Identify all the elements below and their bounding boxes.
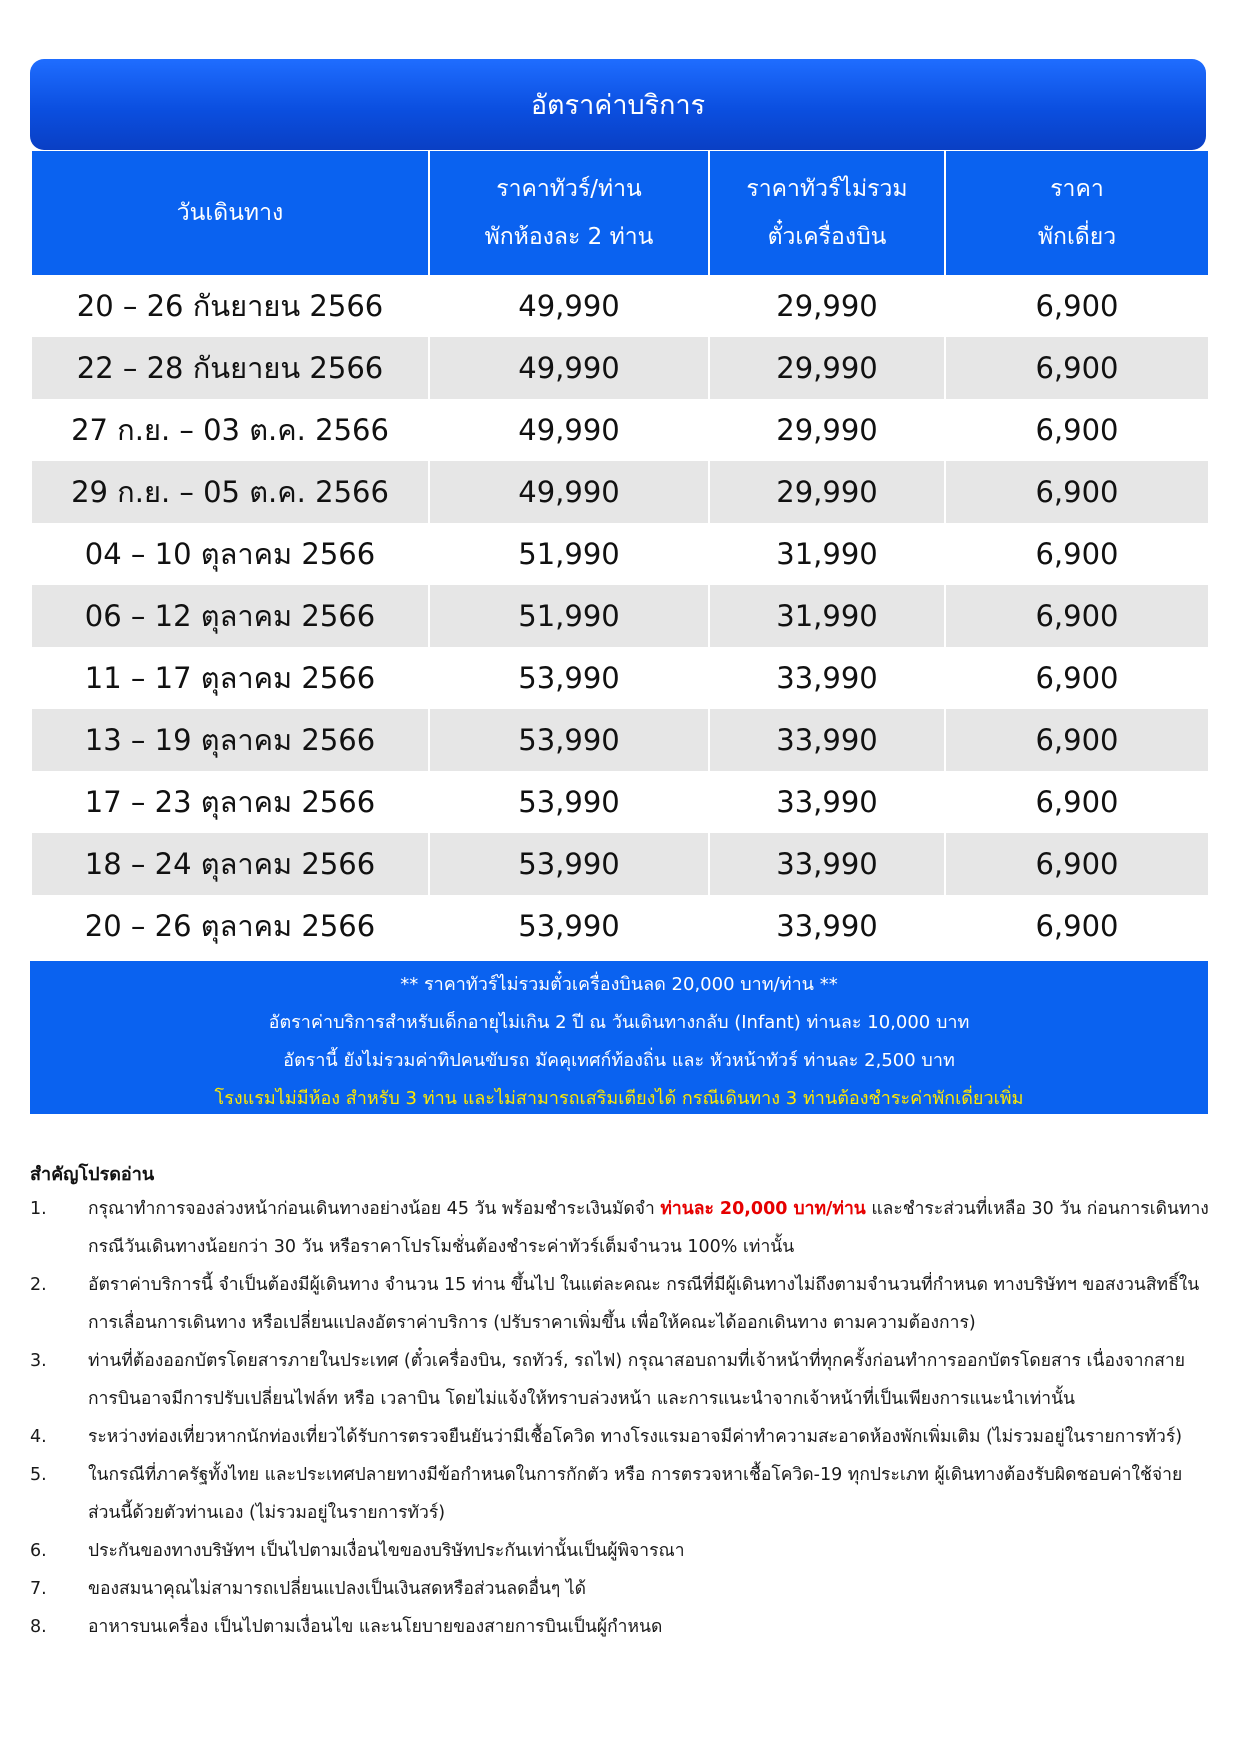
header-travel-date <box>31 151 429 275</box>
header-single-room <box>945 151 1209 275</box>
single-room-cell: 6,900 <box>945 275 1209 337</box>
item-text: อาหารบนเครื่อง เป็นไปตามเงื่อนไข และนโยบายของสายการบินเป็นผู้กำหนด <box>88 1617 663 1637</box>
no-flight-price-cell: 31,990 <box>709 585 945 647</box>
list-item <box>30 1190 1210 1266</box>
note-triple-room: โรงแรมไม่มีห้อง สำหรับ 3 ท่าน และไม่สามารถเสริมเตียงได้ กรณีเดินทาง 3 ท่านต้องชำระค่าพักเดี่ยวเพิ่ม <box>214 1088 1024 1109</box>
item-number: 8. <box>30 1617 47 1637</box>
single-room-cell: 6,900 <box>945 399 1209 461</box>
single-room-cell: 6,900 <box>945 771 1209 833</box>
item-number: 5. <box>30 1465 47 1485</box>
list-item <box>30 1532 1210 1570</box>
no-flight-price-cell: 33,990 <box>709 709 945 771</box>
travel-date-cell: 17 – 23 ตุลาคม 2566 <box>31 771 429 833</box>
list-item <box>30 1342 1210 1418</box>
header-line: ราคาทัวร์ไม่รวม <box>746 176 908 202</box>
single-room-cell: 6,900 <box>945 337 1209 399</box>
travel-date-cell: 11 – 17 ตุลาคม 2566 <box>31 647 429 709</box>
travel-date-cell: 13 – 19 ตุลาคม 2566 <box>31 709 429 771</box>
tour-price-cell: 49,990 <box>429 399 709 461</box>
tour-price-cell: 49,990 <box>429 337 709 399</box>
note-tip-fee: อัตรานี้ ยังไม่รวมค่าทิปคนขับรถ มัคคุเทศก์ท้องถิ่น และ หัวหน้าทัวร์ ท่านละ 2,500 บาท <box>283 1050 955 1071</box>
price-notes-box <box>30 961 1208 1114</box>
page-title: อัตราค่าบริการ <box>30 59 1206 150</box>
note-infant-rate: อัตราค่าบริการสำหรับเด็กอายุไม่เกิน 2 ปี ณ วันเดินทางกลับ (Infant) ท่านละ 10,000 บาท <box>268 1012 970 1033</box>
item-number: 2. <box>30 1275 47 1295</box>
travel-date-cell: 18 – 24 ตุลาคม 2566 <box>31 833 429 895</box>
table-row <box>31 709 1209 771</box>
item-text: อัตราค่าบริการนี้ จำเป็นต้องมีผู้เดินทาง จำนวน 15 ท่าน ขึ้นไป ในแต่ละคณะ กรณีที่มีผู้เดินทางไม่ถึงตามจำนวนที่กำหนด ทางบริษัทฯ ขอสงวนสิทธิ์ในการเลื่อนการเดินทาง หรือเปลี่ยนแปลงอัตราค่าบริการ (ปรับราคาเพิ่มขึ้น เพื่อให้คณะได้ออกเดินทาง ตามความต้องการ) <box>88 1275 1200 1333</box>
no-flight-price-cell: 29,990 <box>709 399 945 461</box>
item-number: 3. <box>30 1351 47 1371</box>
tour-price-cell: 51,990 <box>429 523 709 585</box>
header-line: พักห้องละ 2 ท่าน <box>484 224 654 250</box>
table-row <box>31 399 1209 461</box>
travel-date-cell: 04 – 10 ตุลาคม 2566 <box>31 523 429 585</box>
table-row <box>31 275 1209 337</box>
table-row <box>31 523 1209 585</box>
header-no-flight-price <box>709 151 945 275</box>
no-flight-price-cell: 29,990 <box>709 337 945 399</box>
header-line: ราคา <box>1050 176 1104 202</box>
item-text: ประกันของทางบริษัทฯ เป็นไปตามเงื่อนไขของบริษัทประกันเท่านั้นเป็นผู้พิจารณา <box>88 1541 685 1561</box>
travel-date-cell: 27 ก.ย. – 03 ต.ค. 2566 <box>31 399 429 461</box>
tour-price-cell: 53,990 <box>429 833 709 895</box>
travel-date-cell: 20 – 26 กันยายน 2566 <box>31 275 429 337</box>
travel-date-cell: 22 – 28 กันยายน 2566 <box>31 337 429 399</box>
table-row <box>31 337 1209 399</box>
list-item <box>30 1608 1210 1646</box>
tour-price-cell: 53,990 <box>429 647 709 709</box>
table-row <box>31 771 1209 833</box>
tour-price-cell: 53,990 <box>429 709 709 771</box>
single-room-cell: 6,900 <box>945 895 1209 957</box>
table-row <box>31 895 1209 957</box>
no-flight-price-cell: 29,990 <box>709 461 945 523</box>
list-item <box>30 1266 1210 1342</box>
no-flight-price-cell: 29,990 <box>709 275 945 337</box>
header-line: ตั๋วเครื่องบิน <box>767 224 887 250</box>
no-flight-price-cell: 33,990 <box>709 895 945 957</box>
item-number: 7. <box>30 1579 47 1599</box>
item-number: 6. <box>30 1541 47 1561</box>
single-room-cell: 6,900 <box>945 523 1209 585</box>
item-text: ระหว่างท่องเที่ยวหากนักท่องเที่ยวได้รับการตรวจยืนยันว่ามีเชื้อโควิด ทางโรงแรมอาจมีค่าทำความสะอาดห้องพักเพิ่มเติม (ไม่รวมอยู่ในรายการทัวร์) <box>88 1427 1183 1447</box>
table-row <box>31 461 1209 523</box>
header-line: ราคาทัวร์/ท่าน <box>496 176 642 202</box>
item-number: 4. <box>30 1427 47 1447</box>
item-text: กรุณาทำการจองล่วงหน้าก่อนเดินทางอย่างน้อย 45 วัน พร้อมชำระเงินมัดจำ <box>88 1199 661 1219</box>
table-row <box>31 585 1209 647</box>
tour-price-cell: 49,990 <box>429 275 709 337</box>
deposit-highlight: ท่านละ 20,000 บาท/ท่าน <box>660 1199 866 1219</box>
terms-list <box>30 1190 1210 1646</box>
list-item <box>30 1418 1210 1456</box>
travel-date-cell: 29 ก.ย. – 05 ต.ค. 2566 <box>31 461 429 523</box>
item-text: ท่านที่ต้องออกบัตรโดยสารภายในประเทศ (ตั๋วเครื่องบิน, รถทัวร์, รถไฟ) กรุณาสอบถามที่เจ้าหน้าที่ทุกครั้งก่อนทำการออกบัตรโดยสาร เนื่องจากสายการบินอาจมีการปรับเปลี่ยนไฟล์ท หรือ เวลาบิน โดยไม่แจ้งให้ทราบล่วงหน้า และการแนะนำจากเจ้าหน้าที่เป็นเพียงการแนะนำเท่านั้น <box>88 1351 1185 1409</box>
list-item <box>30 1456 1210 1532</box>
tour-price-cell: 53,990 <box>429 771 709 833</box>
single-room-cell: 6,900 <box>945 585 1209 647</box>
list-item <box>30 1570 1210 1608</box>
tour-price-cell: 49,990 <box>429 461 709 523</box>
header-line: วันเดินทาง <box>176 200 284 226</box>
no-flight-price-cell: 33,990 <box>709 771 945 833</box>
no-flight-price-cell: 33,990 <box>709 647 945 709</box>
item-text: ในกรณีที่ภาครัฐทั้งไทย และประเทศปลายทางมีข้อกำหนดในการกักตัว หรือ การตรวจหาเชื้อโควิด-19 ทุกประเภท ผู้เดินทางต้องรับผิดชอบค่าใช้จ่ายส่วนนี้ด้วยตัวท่านเอง (ไม่รวมอยู่ในรายการทัวร์) <box>88 1465 1183 1523</box>
note-flight-discount: ** ราคาทัวร์ไม่รวมตั๋วเครื่องบินลด 20,000 บาท/ท่าน ** <box>400 974 838 995</box>
single-room-cell: 6,900 <box>945 833 1209 895</box>
table-row <box>31 833 1209 895</box>
table-header-row <box>31 151 1209 275</box>
single-room-cell: 6,900 <box>945 709 1209 771</box>
item-text: ของสมนาคุณไม่สามารถเปลี่ยนแปลงเป็นเงินสดหรือส่วนลดอื่นๆ ได้ <box>88 1579 587 1599</box>
single-room-cell: 6,900 <box>945 461 1209 523</box>
item-text: และชำระส่วนที่เหลือ 30 วัน ก่อนการเดินทาง กรณีวันเดินทางน้อยกว่า 30 วัน หรือราคาโปรโมชั่นต้องชำระค่าทัวร์เต็มจำนวน 100% เท่านั้น <box>88 1199 1209 1257</box>
header-tour-price <box>429 151 709 275</box>
table-row <box>31 647 1209 709</box>
no-flight-price-cell: 31,990 <box>709 523 945 585</box>
important-title: สำคัญโปรดอ่าน <box>30 1164 155 1185</box>
single-room-cell: 6,900 <box>945 647 1209 709</box>
no-flight-price-cell: 33,990 <box>709 833 945 895</box>
header-line: พักเดี่ยว <box>1037 224 1117 250</box>
travel-date-cell: 20 – 26 ตุลาคม 2566 <box>31 895 429 957</box>
tour-price-cell: 53,990 <box>429 895 709 957</box>
item-number: 1. <box>30 1199 47 1219</box>
tour-price-cell: 51,990 <box>429 585 709 647</box>
travel-date-cell: 06 – 12 ตุลาคม 2566 <box>31 585 429 647</box>
price-table <box>30 151 1210 957</box>
